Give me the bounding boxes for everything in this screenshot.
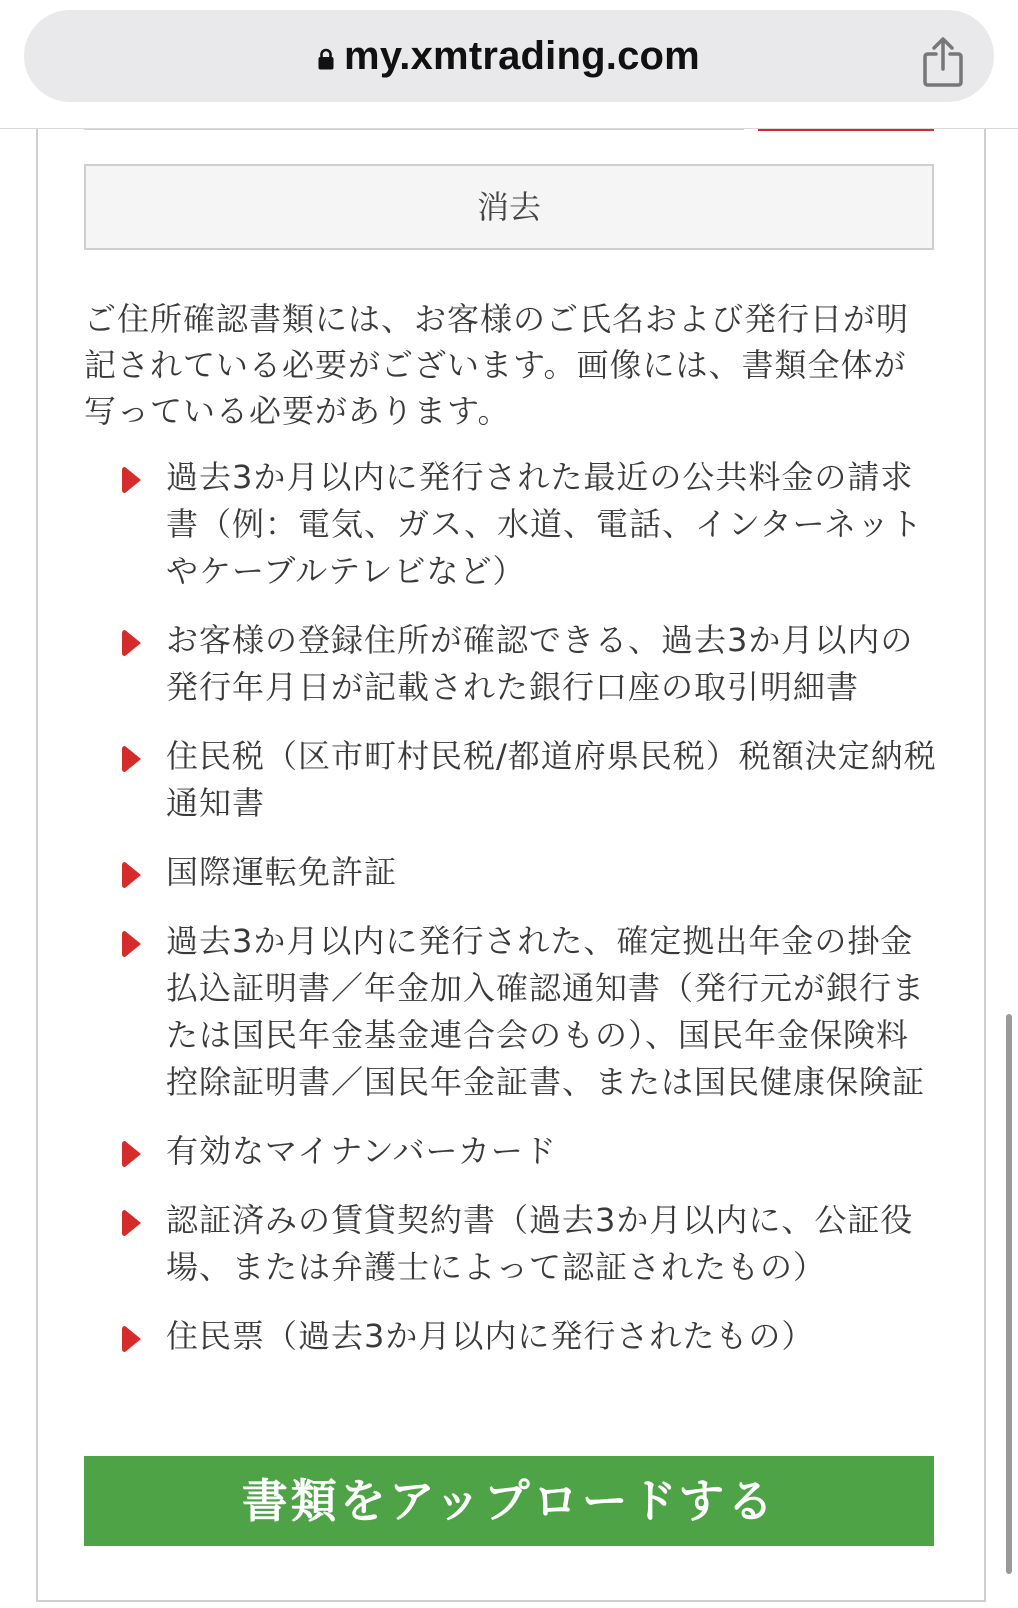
chevron-right-icon bbox=[122, 1325, 142, 1353]
list-item bbox=[118, 1313, 938, 1360]
document-text: 国際運転免許証 bbox=[166, 853, 398, 891]
list-item bbox=[118, 454, 938, 595]
chevron-right-icon bbox=[122, 745, 142, 773]
list-item bbox=[118, 617, 938, 711]
list-item bbox=[118, 1197, 938, 1291]
chevron-right-icon bbox=[122, 466, 142, 494]
document-text: 住民税（区市町村民税/都道府県民税）税額決定納税通知書 bbox=[166, 737, 937, 822]
document-text: 住民票（過去3か月以内に発行されたもの） bbox=[166, 1317, 815, 1355]
accepted-documents-list bbox=[118, 454, 938, 1382]
browser-toolbar bbox=[0, 0, 1018, 129]
chevron-right-icon bbox=[122, 930, 142, 958]
document-text: 認証済みの賃貸契約書（過去3か月以内に、公証役場、または弁護士によって認証されたもの） bbox=[166, 1201, 914, 1286]
address-bar[interactable] bbox=[24, 10, 994, 102]
upload-documents-button[interactable]: 書類をアップロードする bbox=[84, 1456, 934, 1546]
share-icon[interactable] bbox=[922, 36, 964, 88]
list-item bbox=[118, 1128, 938, 1175]
list-item bbox=[118, 918, 938, 1106]
list-item bbox=[118, 849, 938, 896]
lock-icon bbox=[318, 48, 334, 70]
address-proof-intro: ご住所確認書類には、お客様のご氏名および発行日が明記されている必要がございます。画像には、書類全体が写っている必要があります。 bbox=[84, 300, 910, 430]
document-text: 過去3か月以内に発行された、確定拠出年金の掛金払込証明書／年金加入確認通知書（発行元が銀行または国民年金基金連合会のもの）、国民年金保険料控除証明書／国民年金証書、または国民健康保険証 bbox=[166, 922, 926, 1101]
chevron-right-icon bbox=[122, 1140, 142, 1168]
scrollbar[interactable] bbox=[1006, 1014, 1012, 1574]
url-display[interactable] bbox=[24, 34, 994, 79]
clear-button[interactable]: 消去 bbox=[84, 164, 934, 250]
chevron-right-icon bbox=[122, 861, 142, 889]
list-item bbox=[118, 733, 938, 827]
document-text: お客様の登録住所が確認できる、過去3か月以内の発行年月日が記載された銀行口座の取引明細書 bbox=[166, 621, 914, 706]
document-text: 過去3か月以内に発行された最近の公共料金の請求書（例：電気、ガス、水道、電話、インターネットやケーブルテレビなど） bbox=[166, 458, 924, 590]
document-text: 有効なマイナンバーカード bbox=[166, 1132, 557, 1170]
chevron-right-icon bbox=[122, 629, 142, 657]
url-text: my.xmtrading.com bbox=[344, 34, 700, 78]
chevron-right-icon bbox=[122, 1209, 142, 1237]
